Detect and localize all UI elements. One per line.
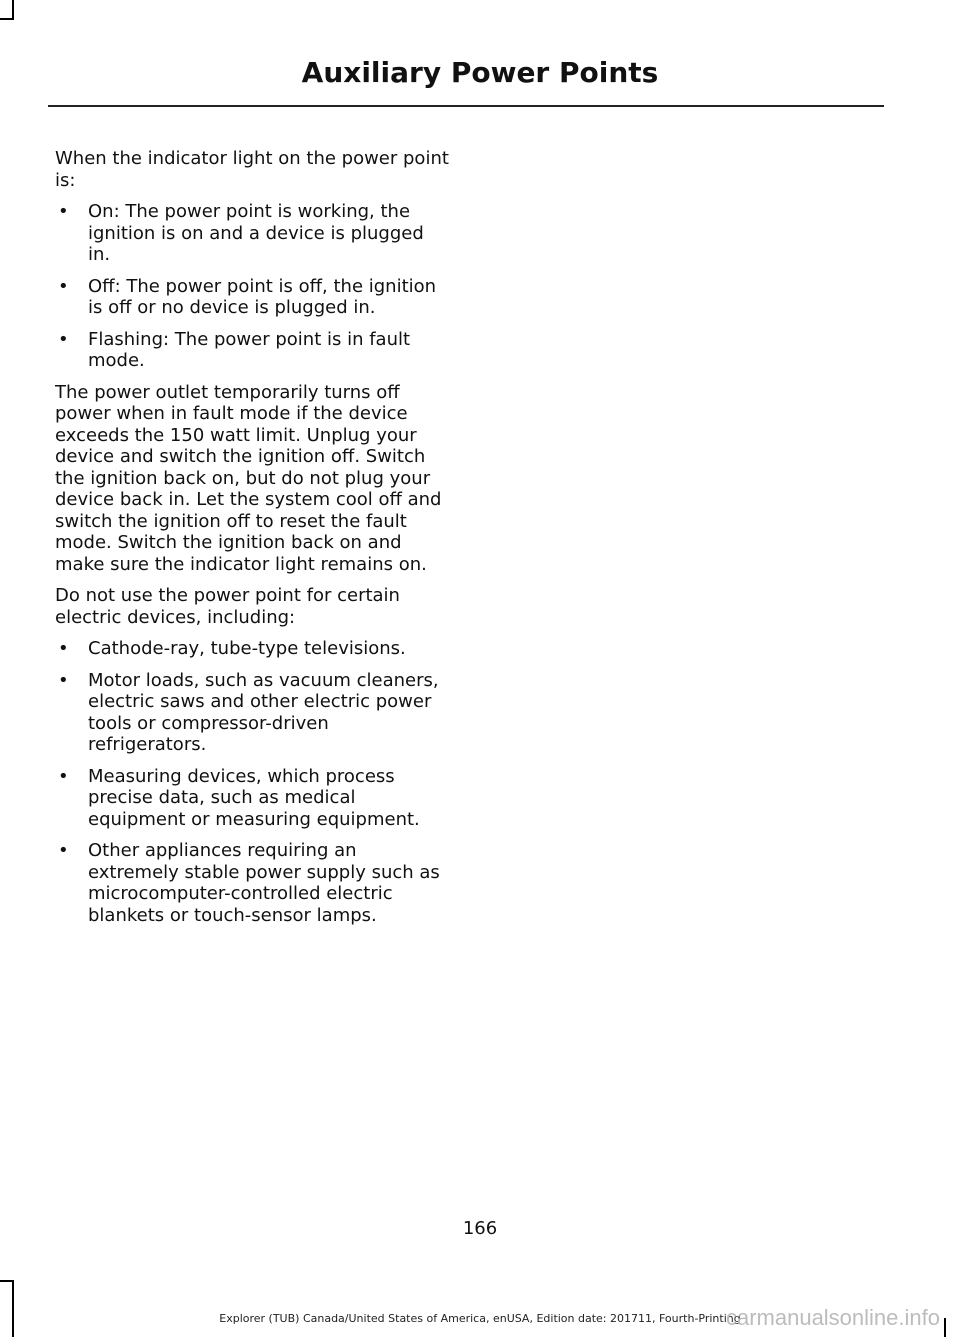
list-item-text: Motor loads, such as vacuum cleaners, electric saws and other electric power tools or compressor-driven refrigerators. <box>88 669 439 755</box>
list-item <box>55 201 450 266</box>
indicator-list <box>55 201 450 372</box>
list-item <box>55 840 450 926</box>
edition-footer: Explorer (TUB) Canada/United States of America, enUSA, Edition date: 201711, Fourth-Printing <box>219 1312 741 1325</box>
list-item-text: On: The power point is working, the ignition is on and a device is plugged in. <box>88 201 424 265</box>
list-item <box>55 766 450 831</box>
page-number: 166 <box>462 1218 498 1239</box>
main-content <box>55 148 450 936</box>
crop-mark-bottom-left-v <box>12 1280 14 1337</box>
devices-intro: Do not use the power point for certain electric devices, including: <box>55 585 400 628</box>
bullet-icon: • <box>58 840 69 861</box>
list-item <box>55 276 450 319</box>
list-item-text: Measuring devices, which process precise data, such as medical equipment or measuring equipment. <box>88 765 420 830</box>
bullet-icon: • <box>58 669 69 691</box>
bullet-icon: • <box>58 328 69 350</box>
bullet-icon: • <box>58 275 69 297</box>
indicator-intro: When the indicator light on the power point is: <box>55 148 449 191</box>
list-item-text: Flashing: The power point is in fault mode. <box>88 328 411 371</box>
list-item <box>55 329 450 372</box>
list-item-text: Other appliances requiring an extremely stable power supply such as microcomputer-controlled electric blankets or touch-sensor lamps. <box>88 840 440 926</box>
fault-mode-paragraph: The power outlet temporarily turns off power when in fault mode if the device exceeds the 150 watt limit. Unplug your device and switch the ignition off. Switch the ignition back on, but do not plug your device back in. Let the system cool off and switch the ignition off to reset the fault mode. Switch the ignition back on and make sure the indicator light remains on. <box>55 381 442 575</box>
crop-mark-top-left-v <box>12 0 14 18</box>
watermark: carmanualsonline.info <box>725 1305 940 1330</box>
header-divider <box>48 105 884 107</box>
bullet-icon: • <box>58 765 69 787</box>
list-item-text: Cathode-ray, tube-type televisions. <box>88 638 406 659</box>
page-title: Auxiliary Power Points <box>301 56 659 89</box>
crop-mark-top-left-h <box>0 18 14 20</box>
list-item <box>55 638 450 660</box>
device-list <box>55 638 450 926</box>
bullet-icon: • <box>58 201 69 222</box>
bullet-icon: • <box>58 638 69 659</box>
list-item <box>55 670 450 756</box>
list-item-text: Off: The power point is off, the ignition is off or no device is plugged in. <box>88 275 437 318</box>
